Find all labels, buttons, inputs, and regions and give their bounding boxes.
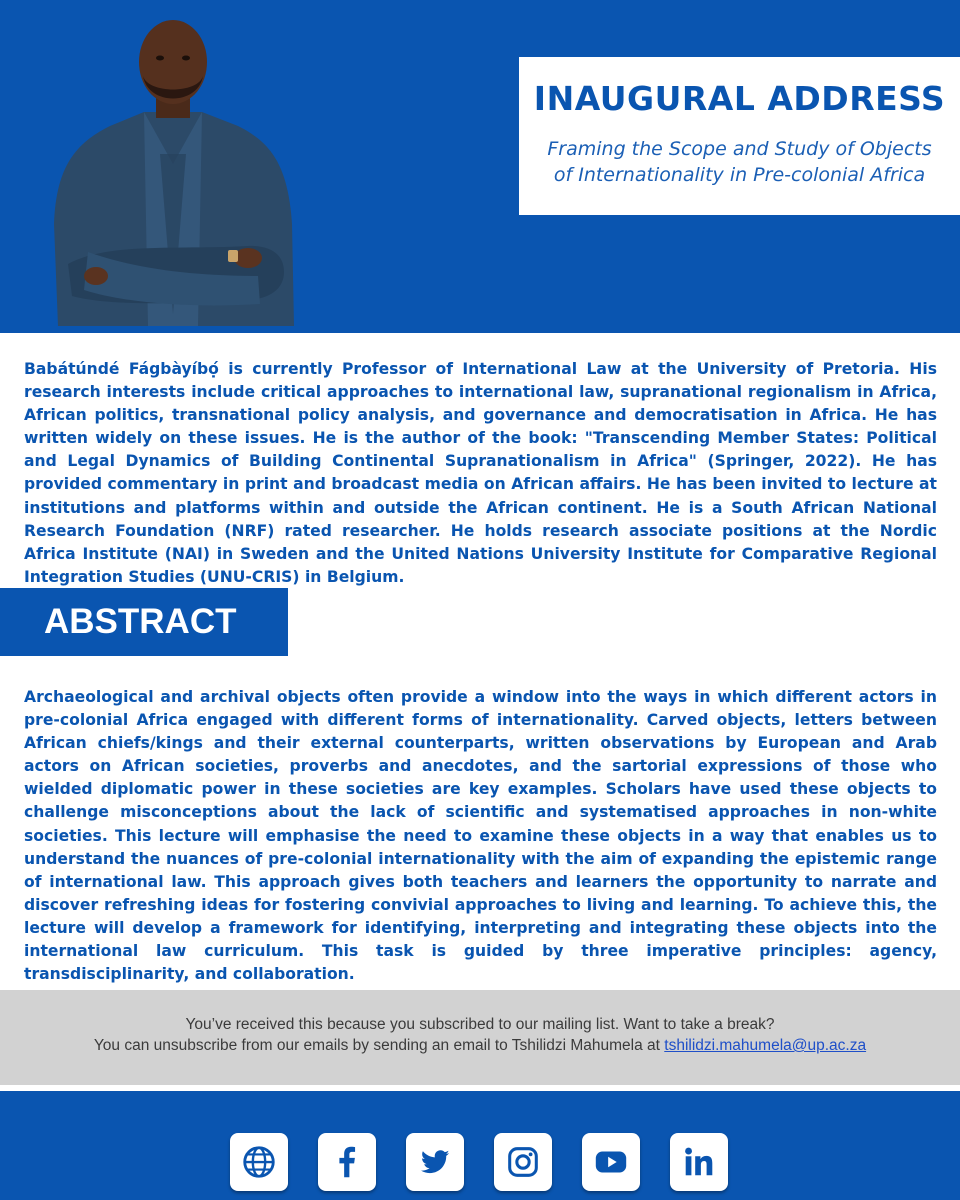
speaker-bio: Babátúndé Fágbàyíbọ́ is currently Professor of International Law at the University of Pretoria. His research interests include critical approaches to international law, supranational regionalism in Africa, African politics, transnational policy analysis, and governance and democratisation in Africa. He has written widely on these issues. He is the author of the book: "Transcending Member States: Political and Legal Dynamics of Building Continental Supranationalism in Africa" (Springer, 2022). He has provided commentary in print and broadcast media on African affairs. He has been invited to lecture at institutions and platforms within and outside the African continent. He is a South African National Research Foundation (NRF) rated researcher. He holds research associate positions at the Nordic Africa Institute (NAI) in Sweden and the United Nations University Institute for Comparative Regional Integration Studies (UNU-CRIS) in Belgium. <box>24 360 937 586</box>
twitter-icon[interactable] <box>406 1133 464 1191</box>
globe-icon-glyph <box>240 1143 278 1181</box>
speaker-portrait <box>48 14 298 326</box>
notice-line-2 <box>0 1037 960 1055</box>
notice-line-1: You’ve received this because you subscribed to our mailing list. Want to take a break? <box>185 1016 775 1033</box>
social-bar <box>0 1091 960 1200</box>
abstract-heading: ABSTRACT <box>0 588 288 656</box>
linkedin-icon-glyph <box>680 1143 718 1181</box>
instagram-icon[interactable] <box>494 1133 552 1191</box>
title-card <box>519 57 960 215</box>
abstract-text: Archaeological and archival objects often provide a window into the ways in which different actors in pre-colonial Africa engaged with different forms of internationality. Carved objects, letters between African chiefs/kings and their external counterparts, written observations by European and Arab actors on African societies, proverbs and anecdotes, and the sartorial expressions of those who wielded diplomatic power in these societies are key examples. Scholars have used these objects to challenge misconceptions about the lack of scientific and systematised approaches in non-white societies. This lecture will emphasise the need to examine these objects in a way that enables us to understand the nuances of pre-colonial internationality with the aim of expanding the epistemic range of international law. This approach gives both teachers and learners the opportunity to narrate and discover refreshing ideas for fostering convivial approaches to living and learning. To achieve this, the lecture will develop a framework for identifying, interpreting and integrating these objects into the international law curriculum. This task is guided by three imperative principles: agency, transdisciplinarity, and collaboration. <box>24 688 937 984</box>
lecture-subtitle: Framing the Scope and Study of Objects of Internationality in Pre-colonial Africa <box>547 138 932 186</box>
youtube-icon[interactable] <box>582 1133 640 1191</box>
unsubscribe-email-link[interactable]: tshilidzi.mahumela@up.ac.za <box>664 1037 867 1054</box>
subscription-notice <box>0 990 960 1085</box>
linkedin-icon[interactable] <box>670 1133 728 1191</box>
facebook-icon-glyph <box>328 1143 366 1181</box>
twitter-icon-glyph <box>416 1143 454 1181</box>
footer <box>0 1085 960 1200</box>
youtube-icon-glyph <box>592 1143 630 1181</box>
page-title: INAUGURAL ADDRESS <box>533 79 946 118</box>
facebook-icon[interactable] <box>318 1133 376 1191</box>
hero-banner <box>0 0 960 333</box>
globe-icon[interactable] <box>230 1133 288 1191</box>
notice-line-2-text: You can unsubscribe from our emails by sending an email to Tshilidzi Mahumela at <box>93 1037 660 1054</box>
instagram-icon-glyph <box>504 1143 542 1181</box>
